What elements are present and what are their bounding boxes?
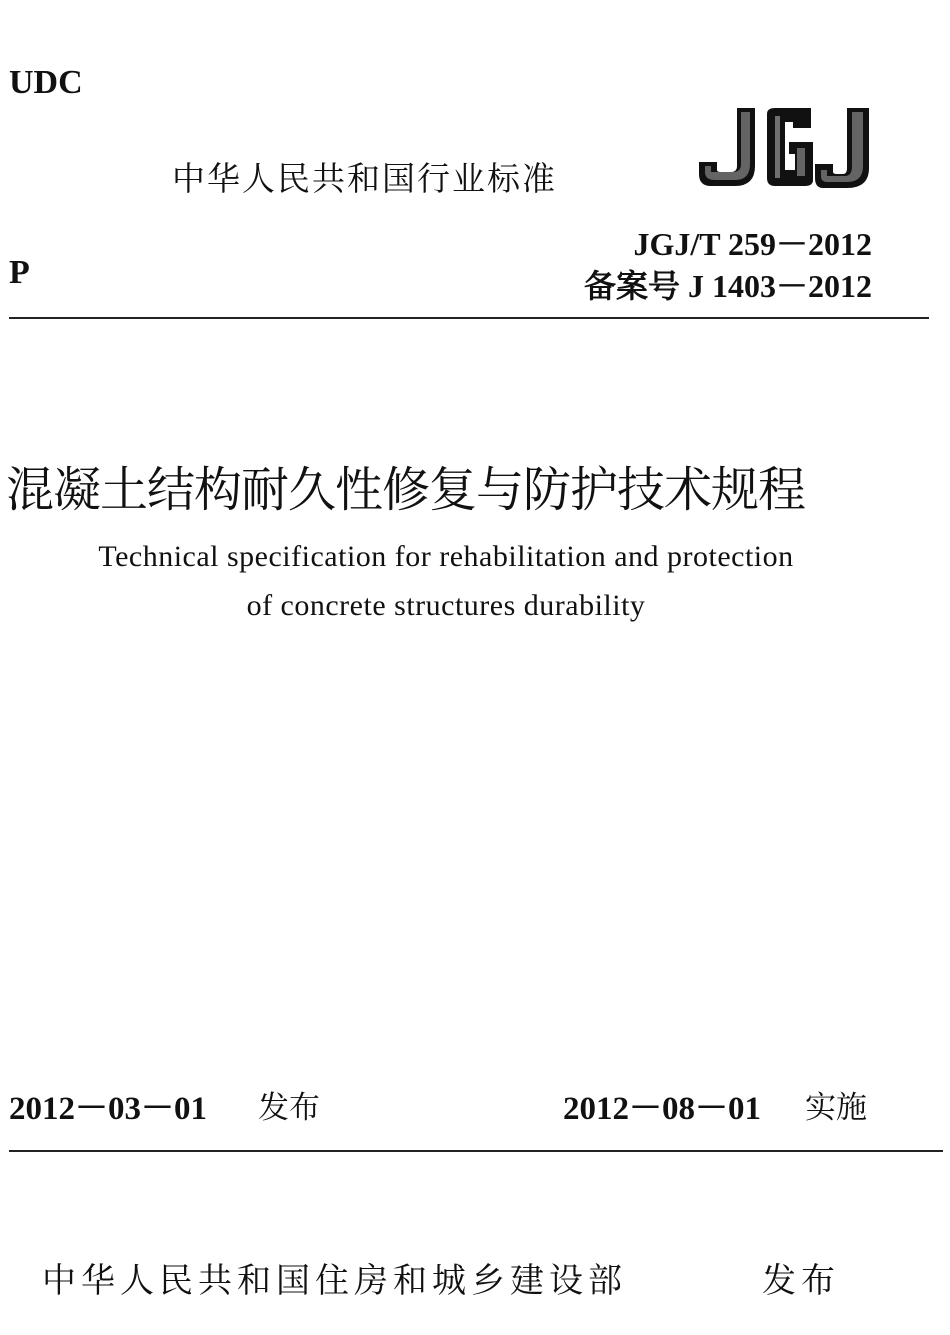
issue-label: 发布 — [258, 1090, 320, 1126]
implementation-label: 实施 — [805, 1090, 867, 1126]
title-english-line1: Technical specification for rehabilitation and protection — [98, 540, 794, 573]
implementation-date: 2012－08－01 — [563, 1091, 761, 1127]
top-divider — [9, 317, 929, 319]
issue-date: 2012－03－01 — [9, 1091, 207, 1127]
udc-label: UDC — [9, 64, 83, 101]
logo-letter-j1 — [699, 108, 755, 186]
standard-category: 中华人民共和国行业标准 — [172, 159, 557, 198]
classification-code: P — [9, 254, 30, 291]
logo-letter-j2 — [815, 108, 869, 188]
record-number: 备案号 J 1403－2012 — [583, 268, 872, 304]
bottom-divider — [9, 1150, 943, 1152]
title-english-line2: of concrete structures durability — [246, 589, 646, 622]
publish-label: 发布 — [762, 1261, 840, 1301]
jgj-logo — [697, 104, 875, 192]
logo-letter-g — [767, 108, 813, 186]
title-chinese: 混凝土结构耐久性修复与防护技术规程 — [6, 462, 806, 518]
standard-number: JGJ/T 259－2012 — [633, 226, 872, 262]
publisher: 中华人民共和国住房和城乡建设部 — [42, 1261, 627, 1301]
